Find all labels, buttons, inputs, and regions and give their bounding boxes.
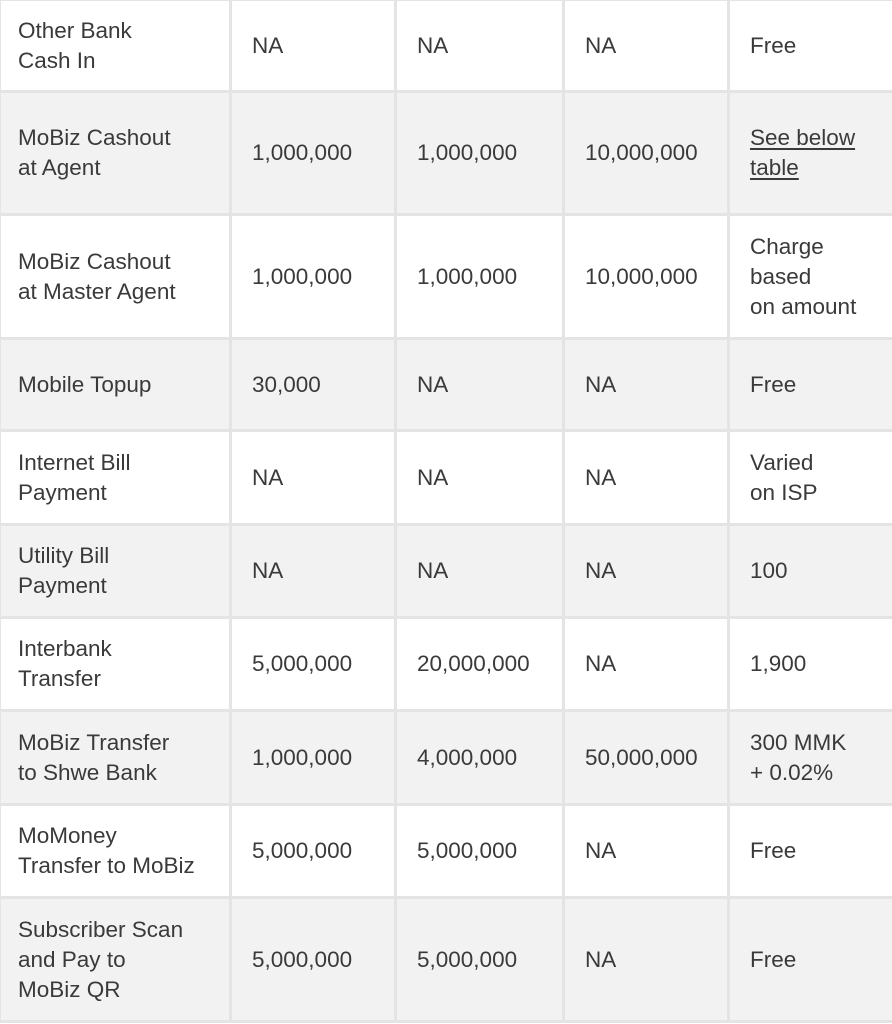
fee-cell: 100 — [729, 525, 892, 618]
limit-cell: NA — [396, 525, 564, 618]
limit-cell: 1,000,000 — [231, 711, 396, 805]
service-name-cell: MoBiz Transfer to Shwe Bank — [0, 711, 231, 805]
limit-cell: 5,000,000 — [231, 618, 396, 711]
table-row — [0, 431, 892, 525]
limit-cell: NA — [564, 805, 729, 898]
service-name-cell: MoBiz Cashout at Master Agent — [0, 215, 231, 339]
table-row — [0, 618, 892, 711]
limit-cell: NA — [396, 0, 564, 92]
limit-cell: 5,000,000 — [396, 805, 564, 898]
limit-cell: NA — [231, 431, 396, 525]
service-name-cell: MoBiz Cashout at Agent — [0, 92, 231, 215]
fee-cell: Free — [729, 339, 892, 431]
table-row — [0, 0, 892, 92]
table-row — [0, 805, 892, 898]
limit-cell: NA — [396, 339, 564, 431]
fee-cell: Free — [729, 0, 892, 92]
service-name-cell: Subscriber Scan and Pay to MoBiz QR — [0, 898, 231, 1022]
limit-cell: 5,000,000 — [231, 898, 396, 1022]
limit-cell: 10,000,000 — [564, 92, 729, 215]
service-name-cell: Other Bank Cash In — [0, 0, 231, 92]
limit-cell: 1,000,000 — [231, 215, 396, 339]
fee-cell: Varied on ISP — [729, 431, 892, 525]
fee-cell: 1,900 — [729, 618, 892, 711]
limit-cell: NA — [564, 0, 729, 92]
see-below-table-link[interactable]: See below table — [750, 125, 856, 180]
fee-cell — [729, 92, 892, 215]
limit-cell: 1,000,000 — [396, 215, 564, 339]
service-name-cell: Interbank Transfer — [0, 618, 231, 711]
table-row — [0, 711, 892, 805]
table-row — [0, 898, 892, 1022]
limit-cell: 10,000,000 — [564, 215, 729, 339]
service-name-cell: Internet Bill Payment — [0, 431, 231, 525]
limit-cell: 30,000 — [231, 339, 396, 431]
limit-cell: 50,000,000 — [564, 711, 729, 805]
table-row — [0, 339, 892, 431]
limit-cell: NA — [231, 525, 396, 618]
limit-cell: 5,000,000 — [396, 898, 564, 1022]
limit-cell: NA — [564, 431, 729, 525]
limit-cell: NA — [564, 525, 729, 618]
table-row — [0, 215, 892, 339]
fee-cell: 300 MMK + 0.02% — [729, 711, 892, 805]
limit-cell: 1,000,000 — [396, 92, 564, 215]
limit-cell: NA — [564, 618, 729, 711]
table-row — [0, 92, 892, 215]
limit-cell: NA — [564, 898, 729, 1022]
fee-cell: Charge based on amount — [729, 215, 892, 339]
fee-cell: Free — [729, 898, 892, 1022]
limit-cell: NA — [231, 0, 396, 92]
limit-cell: 1,000,000 — [231, 92, 396, 215]
limit-cell: 5,000,000 — [231, 805, 396, 898]
table-row — [0, 525, 892, 618]
service-name-cell: MoMoney Transfer to MoBiz — [0, 805, 231, 898]
limit-cell: NA — [564, 339, 729, 431]
service-name-cell: Utility Bill Payment — [0, 525, 231, 618]
limit-cell: 20,000,000 — [396, 618, 564, 711]
limit-cell: NA — [396, 431, 564, 525]
limit-cell: 4,000,000 — [396, 711, 564, 805]
service-name-cell: Mobile Topup — [0, 339, 231, 431]
fee-cell: Free — [729, 805, 892, 898]
